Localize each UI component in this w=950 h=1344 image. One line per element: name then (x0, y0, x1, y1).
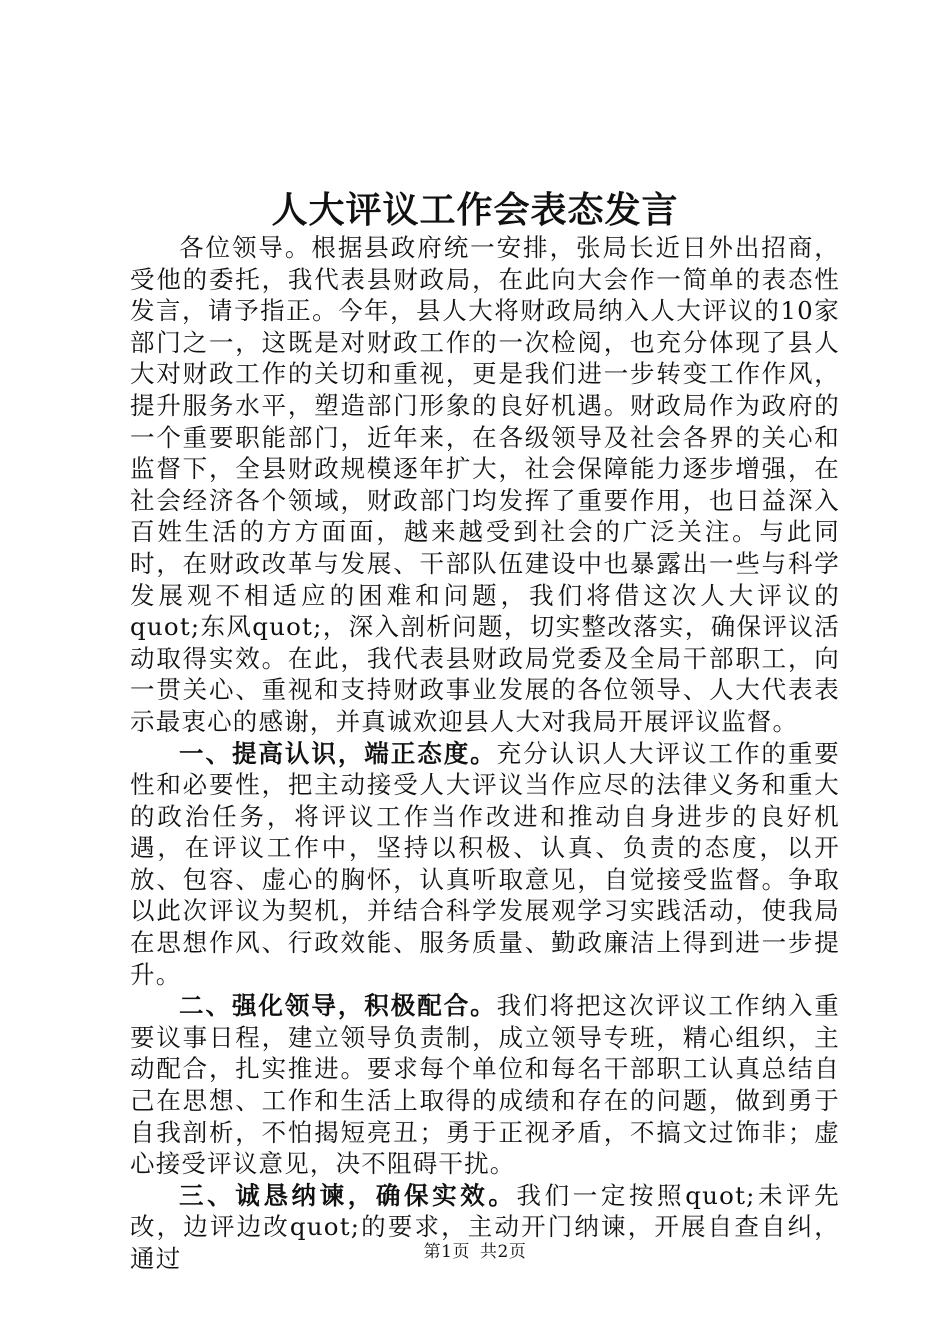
paragraph-intro (130, 232, 840, 738)
section-heading: 二、强化领导，积极配合。 (179, 991, 497, 1021)
paragraph-text: 我们将把这次评议工作纳入重要议事日程，建立领导负责制，成立领导专班，精心组织，主动配合，扎实推进。要求每个单位和每名干部职工认真总结自己在思想、工作和生活上取得的成绩和存在的问题，做到勇于自我剖析，不怕揭短亮丑；勇于正视矛盾，不搞文过饰非；虚心接受评议意见，决不阻碍干扰。 (130, 991, 840, 1179)
document-title: 人大评议工作会表态发言 (271, 189, 679, 231)
paragraph-text: 充分认识人大评议工作的重要性和必要性，把主动接受人大评议当作应尽的法律义务和重大的政治任务，将评议工作当作改进和推动自身进步的良好机遇，在评议工作中，坚持以积极、认真、负责的态度，以开放、包容、虚心的胸怀，认真听取意见，自觉接受监督。争取以此次评议为契机，并结合科学发展观学习实践活动，使我局在思想作风、行政效能、服务质量、勤政廉洁上得到进一步提升。 (130, 738, 840, 989)
section-heading: 三、诚恳纳谏，确保实效。 (179, 1180, 517, 1210)
paragraph-text: 各位领导。根据县政府统一安排，张局长近日外出招商，受他的委托，我代表县财政局，在此向大会作一简单的表态性发言，请予指正。今年，县人大将财政局纳入人大评议的10家部门之一，这既是对财政工作的一次检阅，也充分体现了县人大对财政工作的关切和重视，更是我们进一步转变工作作风，提升服务水平，塑造部门形象的良好机遇。财政局作为政府的一个重要职能部门，近年来，在各级领导及社会各界的关心和监督下，全县财政规模逐年扩大，社会保障能力逐步增强，在社会经济各个领域，财政部门均发挥了重要作用，也日益深入百姓生活的方方面面，越来越受到社会的广泛关注。与此同时，在财政改革与发展、干部队伍建设中也暴露出一些与科学发展观不相适应的困难和问题，我们将借这次人大评议的quot;东风quot;，深入剖析问题，切实整改落实，确保评议活动取得实效。在此，我代表县财政局党委及全局干部职工，向一贯关心、重视和支持财政事业发展的各位领导、人大代表表示最衷心的感谢，并真诚欢迎县人大对我局开展评议监督。 (130, 233, 840, 736)
page-total: 共2页 (480, 1242, 527, 1262)
section-heading: 一、提高认识，端正态度。 (179, 738, 497, 768)
page-number: 第1页 (423, 1242, 470, 1262)
document-body (130, 232, 840, 1275)
paragraph-section-1 (130, 738, 840, 991)
paragraph-text: 我们一定按照quot;未评先改，边评边改quot;的要求，主动开门纳谏，开展自查自纠，通过 (130, 1180, 840, 1273)
page-footer (0, 1240, 950, 1264)
paragraph-section-2 (130, 990, 840, 1180)
